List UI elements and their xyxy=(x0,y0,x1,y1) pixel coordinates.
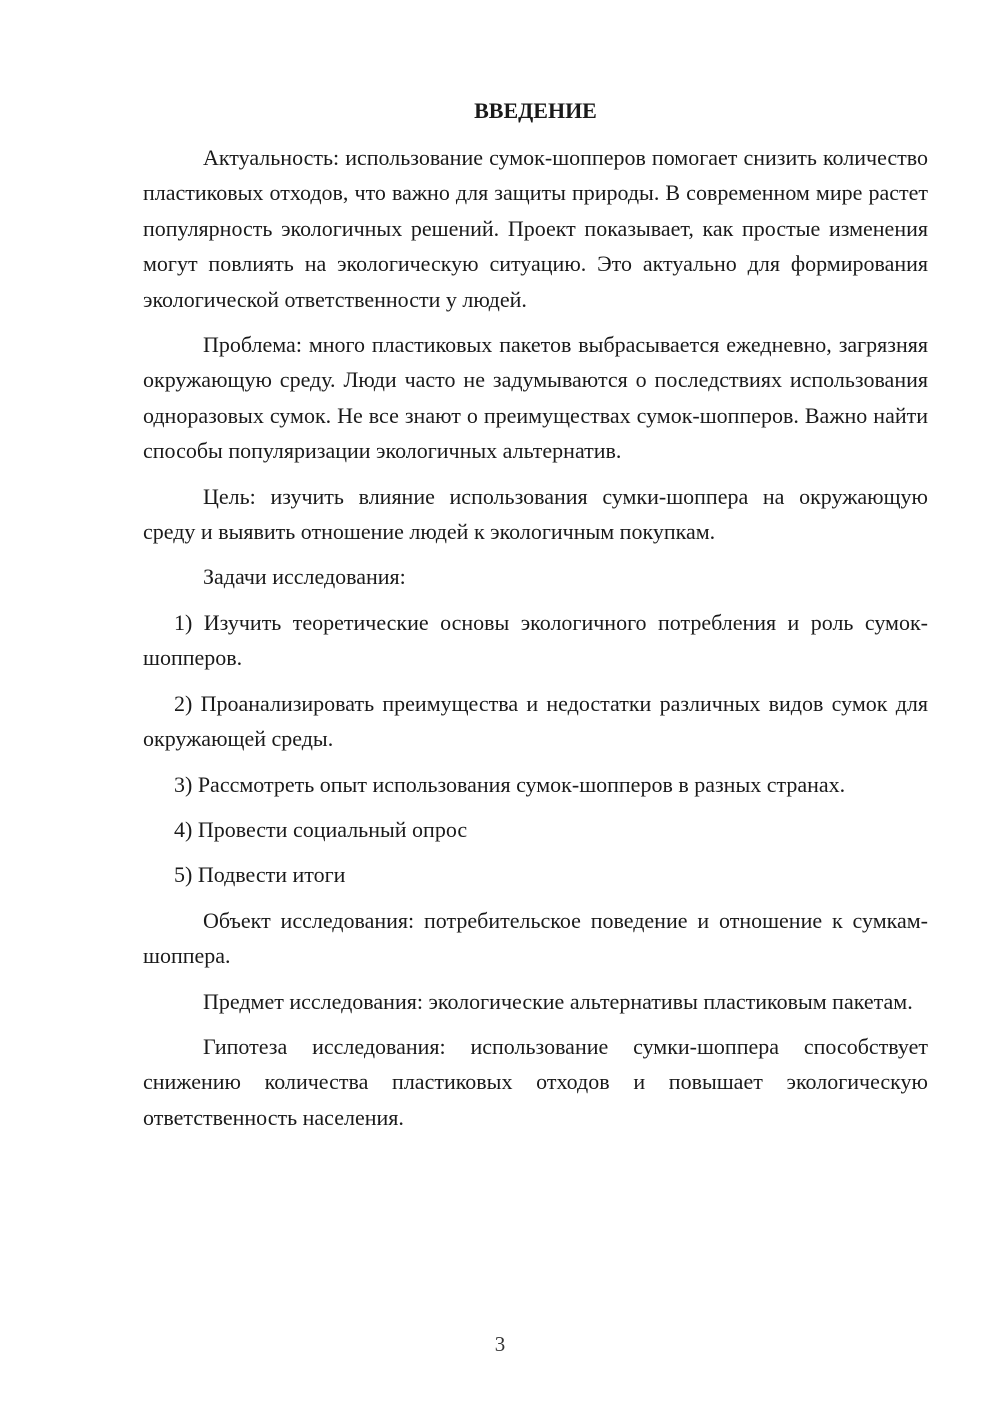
document-page xyxy=(143,94,928,1145)
paragraph-relevance: Актуальность: использование сумок-шопперов помогает снизить количество пластиковых отходов, что важно для защиты природы. В современном мире растет популярность экологичных решений. Проект показывает, как простые изменения могут повлиять на экологическую ситуацию. Это актуально для формирования экологической ответственности у людей. xyxy=(143,145,928,312)
paragraph-object: Объект исследования: потребительское поведение и отношение к сумкам-шоппера. xyxy=(143,907,928,969)
paragraph-problem: Проблема: много пластиковых пакетов выбрасывается ежедневно, загрязняя окружающую среду. Люди часто не задумываются о последствиях использования одноразовых сумок. Не все знают о преимуществах сумок-шопперов. Важно найти способы популяризации экологичных альтернатив. xyxy=(143,332,928,464)
task-item-1: 1) Изучить теоретические основы экологичного потребления и роль сумок-шопперов. xyxy=(143,609,928,671)
task-item-5: 5) Подвести итоги xyxy=(174,862,346,888)
paragraph-subject: Предмет исследования: экологические альтернативы пластиковым пакетам. xyxy=(203,988,913,1014)
task-item-4: 4) Провести социальный опрос xyxy=(174,816,468,842)
paragraph-hypothesis: Гипотеза исследования: использование сумки-шоппера способствует снижению количества пластиковых отходов и повышает экологическую ответственность населения. xyxy=(143,1033,928,1130)
paragraph-goal: Цель: изучить влияние использования сумки-шоппера на окружающую среду и выявить отношение людей к экологичным покупкам. xyxy=(143,483,928,545)
page-title: ВВЕДЕНИЕ xyxy=(474,98,597,123)
paragraph-tasks-heading: Задачи исследования: xyxy=(203,564,406,590)
task-item-2: 2) Проанализировать преимущества и недостатки различных видов сумок для окружающей среды. xyxy=(143,690,928,752)
task-item-3: 3) Рассмотреть опыт использования сумок-шопперов в разных странах. xyxy=(174,771,846,797)
page-number: 3 xyxy=(494,1332,506,1356)
